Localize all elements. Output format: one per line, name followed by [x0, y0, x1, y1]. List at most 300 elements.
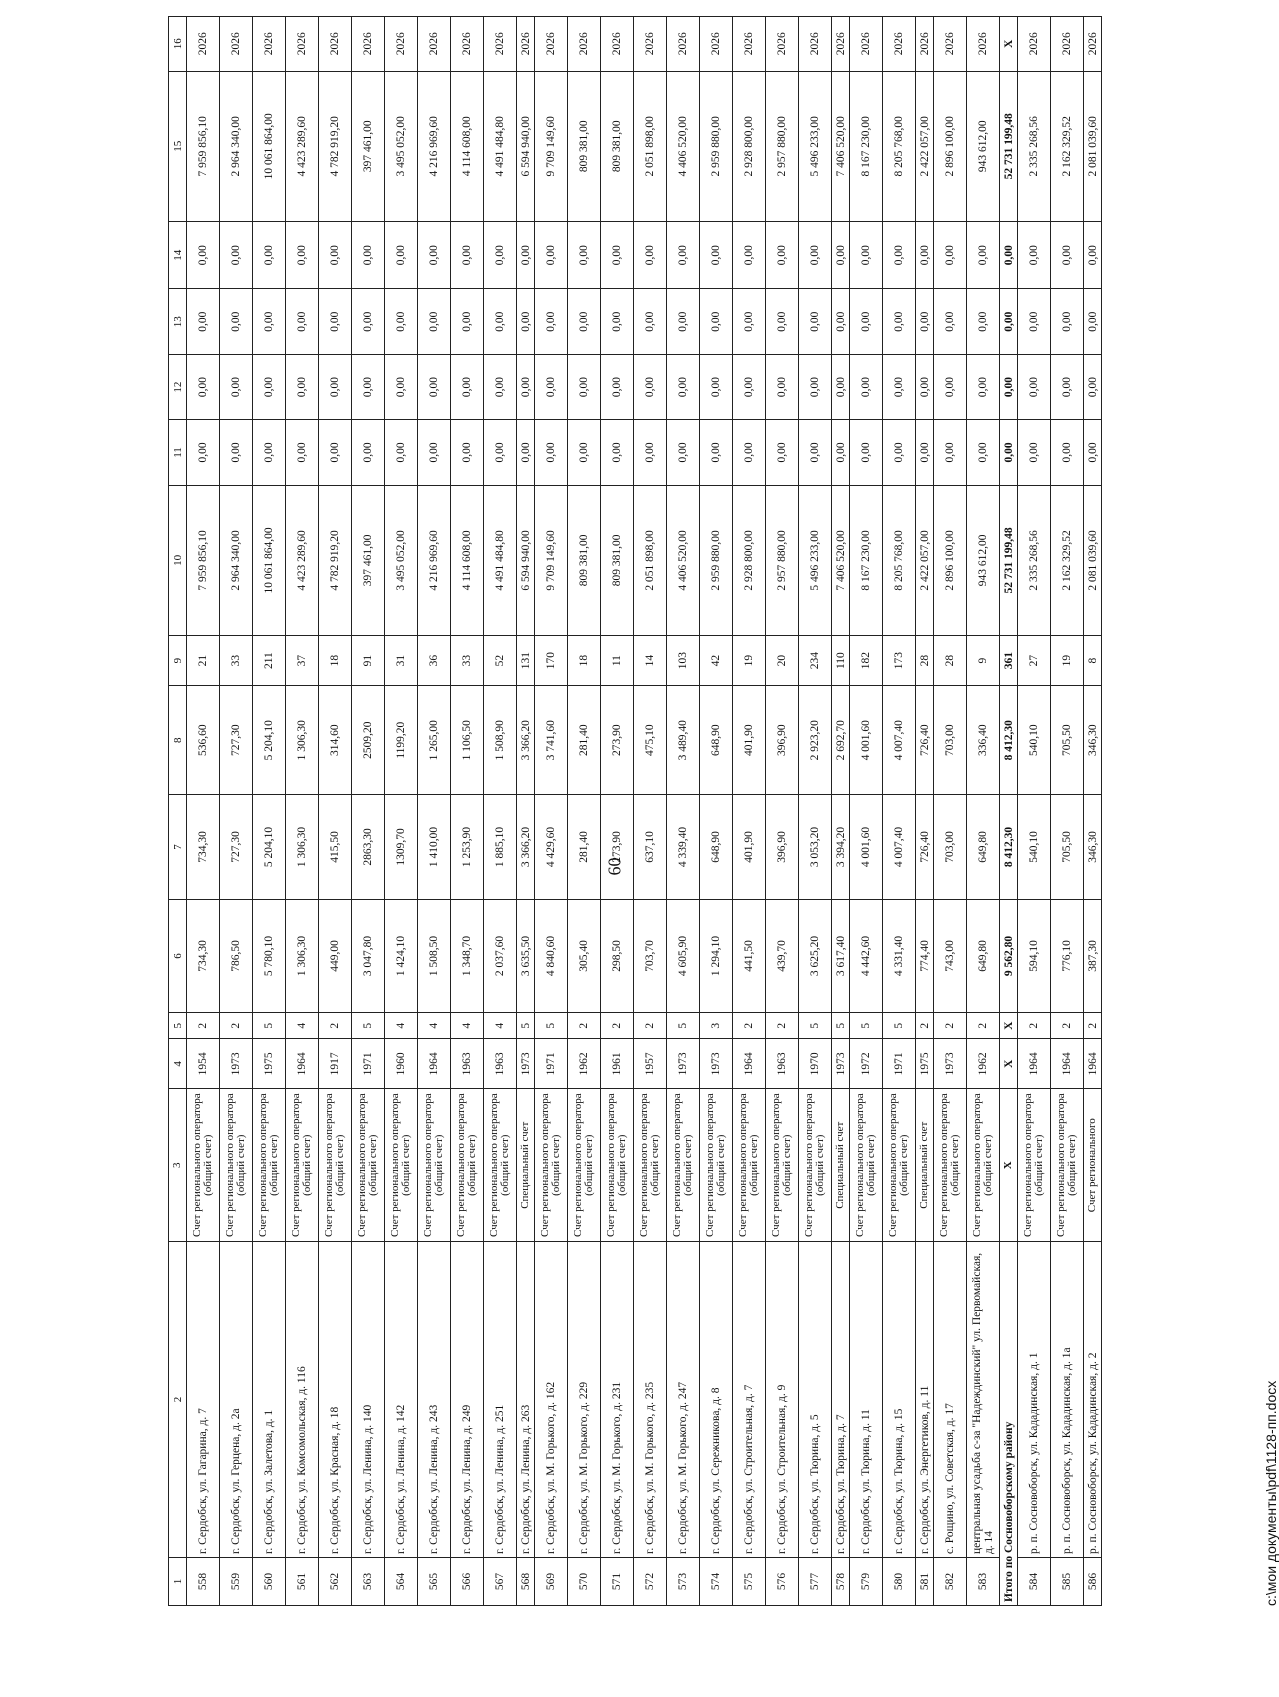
table-cell-col-5: 4	[385, 1013, 418, 1039]
table-cell-col-12: 0,00	[1084, 354, 1102, 419]
table-row	[451, 17, 484, 1606]
table-cell-col-13: 0,00	[517, 289, 535, 354]
table-cell-col-13: 0,00	[883, 289, 916, 354]
table-cell-col-2: г. Сердобск, ул. Герцена, д. 2а	[220, 1242, 253, 1558]
table-cell-col-9: 211	[253, 636, 286, 686]
table-cell-col-4: 1964	[418, 1039, 451, 1089]
table-cell-col-2: р. п. Сосновоборск, ул. Кададинская, д. 1а	[1051, 1242, 1084, 1558]
table-cell-col-15: 2 162 329,52	[1051, 71, 1084, 221]
table-cell-col-9: 18	[568, 636, 601, 686]
table-cell-col-16: 2026	[799, 17, 832, 72]
table-cell-col-10: 10 061 864,00	[253, 485, 286, 635]
table-cell-col-11: 0,00	[385, 420, 418, 485]
table-cell-col-4: 1960	[385, 1039, 418, 1089]
table-cell-col-6: 387,30	[1084, 899, 1102, 1012]
table-cell-col-1: 570	[568, 1558, 601, 1606]
table-cell-col-5: 5	[883, 1013, 916, 1039]
table-cell-col-9: 20	[766, 636, 799, 686]
table-cell-col-9: 14	[634, 636, 667, 686]
table-cell-col-12: 0,00	[850, 354, 883, 419]
table-cell-col-10: 7 406 520,00	[832, 485, 850, 635]
table-cell-col-12: 0,00	[883, 354, 916, 419]
table-cell-col-11: 0,00	[916, 420, 934, 485]
table-cell-col-16: 2026	[700, 17, 733, 72]
table-cell-col-8: 5 204,10	[253, 686, 286, 795]
table-cell-col-10: 2 162 329,52	[1051, 485, 1084, 635]
table-row	[220, 17, 253, 1606]
table-cell-col-16: 2026	[733, 17, 766, 72]
table-cell-col-11: 0,00	[1084, 420, 1102, 485]
table-cell-col-1: 566	[451, 1558, 484, 1606]
table-cell-col-3: Счет регионального оператора (общий счет)	[187, 1089, 220, 1242]
table-cell-col-1: 559	[220, 1558, 253, 1606]
table-row	[352, 17, 385, 1606]
capital-repair-table	[168, 16, 1102, 1606]
table-cell-col-10: 2 928 800,00	[733, 485, 766, 635]
table-cell-col-11: 0,00	[535, 420, 568, 485]
table-cell-col-16: 2026	[418, 17, 451, 72]
table-cell-col-5: 5	[253, 1013, 286, 1039]
table-cell-col-9: 170	[535, 636, 568, 686]
table-cell-col-12: 0,00	[799, 354, 832, 419]
table-cell-col-10: 4 114 608,00	[451, 485, 484, 635]
table-cell-col-1: 561	[286, 1558, 319, 1606]
table-cell-col-3: Счет регионального оператора (общий счет)	[700, 1089, 733, 1242]
table-row	[418, 17, 451, 1606]
table-cell-col-15: 2 957 880,00	[766, 71, 799, 221]
table-cell-col-14: 0,00	[286, 221, 319, 289]
table-cell-col-4: 1957	[634, 1039, 667, 1089]
table-cell-col-9: 11	[601, 636, 634, 686]
table-cell-col-15: 8 205 768,00	[883, 71, 916, 221]
table-cell-col-9: 173	[883, 636, 916, 686]
table-cell-col-14: 0,00	[967, 221, 1000, 289]
table-cell-col-8: 346,30	[1084, 686, 1102, 795]
total-cell-col-6: 9 562,80	[1000, 899, 1018, 1012]
table-row	[916, 17, 934, 1606]
table-cell-col-15: 2 335 268,56	[1018, 71, 1051, 221]
table-cell-col-9: 52	[484, 636, 517, 686]
table-cell-col-3: Счет регионального оператора (общий счет)	[319, 1089, 352, 1242]
table-cell-col-9: 19	[1051, 636, 1084, 686]
table-cell-col-11: 0,00	[733, 420, 766, 485]
table-cell-col-12: 12	[169, 354, 187, 419]
table-cell-col-13: 0,00	[220, 289, 253, 354]
table-cell-col-3: Счет регионального оператора (общий счет)	[286, 1089, 319, 1242]
table-cell-col-8: 1 265,00	[418, 686, 451, 795]
table-cell-col-3: Счет регионального оператора (общий счет)	[535, 1089, 568, 1242]
table-cell-col-7: 4 001,60	[850, 795, 883, 900]
table-cell-col-5: 3	[700, 1013, 733, 1039]
table-cell-col-14: 0,00	[832, 221, 850, 289]
table-cell-col-11: 0,00	[418, 420, 451, 485]
table-cell-col-9: 110	[832, 636, 850, 686]
table-cell-col-3: Специальный счет	[916, 1089, 934, 1242]
table-cell-col-3: Счет регионального оператора (общий счет)	[883, 1089, 916, 1242]
table-cell-col-15: 4 114 608,00	[451, 71, 484, 221]
table-cell-col-10: 2 422 057,00	[916, 485, 934, 635]
table-cell-col-11: 0,00	[1051, 420, 1084, 485]
table-cell-col-5: 2	[967, 1013, 1000, 1039]
table-cell-col-1: 560	[253, 1558, 286, 1606]
table-cell-col-10: 4 491 484,80	[484, 485, 517, 635]
table-cell-col-11: 0,00	[967, 420, 1000, 485]
table-cell-col-2: г. Сердобск, ул. Ленина, д. 263	[517, 1242, 535, 1558]
table-cell-col-4: 1973	[667, 1039, 700, 1089]
table-cell-col-8: 1199,20	[385, 686, 418, 795]
table-cell-col-11: 0,00	[187, 420, 220, 485]
table-cell-col-16: 2026	[601, 17, 634, 72]
table-cell-col-5: 5	[535, 1013, 568, 1039]
table-cell-col-1: 583	[967, 1558, 1000, 1606]
table-cell-col-7: 4 007,40	[883, 795, 916, 900]
table-cell-col-4: 1964	[1051, 1039, 1084, 1089]
table-cell-col-13: 0,00	[484, 289, 517, 354]
total-cell-col-9: 361	[1000, 636, 1018, 686]
table-cell-col-10: 809 381,00	[601, 485, 634, 635]
table-cell-col-9: 37	[286, 636, 319, 686]
table-cell-col-15: 4 406 520,00	[667, 71, 700, 221]
table-cell-col-6: 4 331,40	[883, 899, 916, 1012]
table-cell-col-2: г. Сердобск, ул. М. Горького, д. 231	[601, 1242, 634, 1558]
table-row	[319, 17, 352, 1606]
table-cell-col-12: 0,00	[352, 354, 385, 419]
table-cell-col-1: 571	[601, 1558, 634, 1606]
table-cell-col-12: 0,00	[319, 354, 352, 419]
table-cell-col-10: 8 205 768,00	[883, 485, 916, 635]
table-cell-col-5: 2	[1051, 1013, 1084, 1039]
table-cell-col-10: 9 709 149,60	[535, 485, 568, 635]
table-cell-col-12: 0,00	[484, 354, 517, 419]
table-cell-col-2: г. Сердобск, ул. Тюрина, д. 7	[832, 1242, 850, 1558]
table-cell-col-15: 8 167 230,00	[850, 71, 883, 221]
table-cell-col-9: 36	[418, 636, 451, 686]
table-cell-col-7: 4 339,40	[667, 795, 700, 900]
table-cell-col-14: 0,00	[799, 221, 832, 289]
table-cell-col-14: 14	[169, 221, 187, 289]
table-cell-col-15: 15	[169, 71, 187, 221]
table-cell-col-16: 2026	[484, 17, 517, 72]
table-cell-col-10: 809 381,00	[568, 485, 601, 635]
table-cell-col-14: 0,00	[319, 221, 352, 289]
table-row	[286, 17, 319, 1606]
table-cell-col-4: 1971	[352, 1039, 385, 1089]
table-cell-col-1: 563	[352, 1558, 385, 1606]
total-cell-col-4: X	[1000, 1039, 1018, 1089]
table-cell-col-16: 2026	[967, 17, 1000, 72]
table-cell-col-12: 0,00	[418, 354, 451, 419]
table-cell-col-2: г. Сердобск, ул. М. Горького, д. 235	[634, 1242, 667, 1558]
table-cell-col-12: 0,00	[700, 354, 733, 419]
table-cell-col-11: 0,00	[517, 420, 535, 485]
table-cell-col-9: 33	[451, 636, 484, 686]
table-cell-col-16: 2026	[220, 17, 253, 72]
table-cell-col-7: 273,90	[601, 795, 634, 900]
table-cell-col-10: 2 957 880,00	[766, 485, 799, 635]
total-cell-col-7: 8 412,30	[1000, 795, 1018, 900]
table-cell-col-15: 4 491 484,80	[484, 71, 517, 221]
table-cell-col-3: Специальный счет	[832, 1089, 850, 1242]
table-cell-col-13: 0,00	[934, 289, 967, 354]
table-cell-col-10: 4 406 520,00	[667, 485, 700, 635]
table-cell-col-4: 1964	[733, 1039, 766, 1089]
table-cell-col-14: 0,00	[700, 221, 733, 289]
table-cell-col-15: 2 051 898,00	[634, 71, 667, 221]
table-cell-col-16: 2026	[253, 17, 286, 72]
table-cell-col-6: 5 780,10	[253, 899, 286, 1012]
table-cell-col-6: 3 625,20	[799, 899, 832, 1012]
table-cell-col-16: 2026	[535, 17, 568, 72]
table-cell-col-15: 4 423 289,60	[286, 71, 319, 221]
table-cell-col-13: 0,00	[385, 289, 418, 354]
table-cell-col-1: 576	[766, 1558, 799, 1606]
table-cell-col-6: 449,00	[319, 899, 352, 1012]
table-cell-col-16: 2026	[850, 17, 883, 72]
table-cell-col-2: г. Сердобск, ул. Ленина, д. 142	[385, 1242, 418, 1558]
table-cell-col-13: 0,00	[352, 289, 385, 354]
table-cell-col-15: 5 496 233,00	[799, 71, 832, 221]
table-cell-col-16: 2026	[832, 17, 850, 72]
table-cell-col-2: г. Сердобск, ул. Залетова, д. 1	[253, 1242, 286, 1558]
table-cell-col-14: 0,00	[352, 221, 385, 289]
table-cell-col-1: 579	[850, 1558, 883, 1606]
table-cell-col-7: 3 053,20	[799, 795, 832, 900]
table-cell-col-1: 558	[187, 1558, 220, 1606]
table-cell-col-11: 0,00	[1018, 420, 1051, 485]
table-cell-col-12: 0,00	[667, 354, 700, 419]
table-cell-col-2: г. Сердобск, ул. Гагарина, д. 7	[187, 1242, 220, 1558]
table-cell-col-10: 10	[169, 485, 187, 635]
table-cell-col-2: г. Сердобск, ул. Ленина, д. 251	[484, 1242, 517, 1558]
table-cell-col-9: 19	[733, 636, 766, 686]
table-cell-col-4: 1973	[934, 1039, 967, 1089]
table-cell-col-15: 3 495 052,00	[385, 71, 418, 221]
table-cell-col-5: 5	[352, 1013, 385, 1039]
table-cell-col-4: 1964	[1084, 1039, 1102, 1089]
table-cell-col-1: 584	[1018, 1558, 1051, 1606]
table-cell-col-1: 565	[418, 1558, 451, 1606]
table-cell-col-11: 0,00	[850, 420, 883, 485]
table-cell-col-4: 1975	[253, 1039, 286, 1089]
table-cell-col-1: 577	[799, 1558, 832, 1606]
table-cell-col-6: 4 442,60	[850, 899, 883, 1012]
table-cell-col-8: 336,40	[967, 686, 1000, 795]
table-cell-col-11: 0,00	[253, 420, 286, 485]
table-cell-col-12: 0,00	[517, 354, 535, 419]
table-cell-col-5: 2	[601, 1013, 634, 1039]
table-cell-col-15: 2 422 057,00	[916, 71, 934, 221]
table-cell-col-7: 1309,70	[385, 795, 418, 900]
table-cell-col-7: 346,30	[1084, 795, 1102, 900]
table-cell-col-13: 0,00	[319, 289, 352, 354]
table-cell-col-12: 0,00	[253, 354, 286, 419]
table-cell-col-2: г. Сердобск, ул. Ленина, д. 140	[352, 1242, 385, 1558]
table-cell-col-9: 31	[385, 636, 418, 686]
table-cell-col-1: 564	[385, 1558, 418, 1606]
table-cell-col-6: 734,30	[187, 899, 220, 1012]
table-cell-col-15: 2 959 880,00	[700, 71, 733, 221]
table-cell-col-16: 2026	[451, 17, 484, 72]
table-cell-col-8: 703,00	[934, 686, 967, 795]
table-cell-col-5: 2	[934, 1013, 967, 1039]
table-cell-col-6: 1 508,50	[418, 899, 451, 1012]
table-row	[883, 17, 916, 1606]
table-cell-col-12: 0,00	[451, 354, 484, 419]
table-cell-col-4: 1971	[883, 1039, 916, 1089]
table-cell-col-16: 2026	[319, 17, 352, 72]
table-cell-col-16: 2026	[352, 17, 385, 72]
table-cell-col-14: 0,00	[634, 221, 667, 289]
table-cell-col-8: 536,60	[187, 686, 220, 795]
table-cell-col-11: 0,00	[451, 420, 484, 485]
table-row	[766, 17, 799, 1606]
table-cell-col-3: Специальный счет	[517, 1089, 535, 1242]
table-cell-col-14: 0,00	[1051, 221, 1084, 289]
table-cell-col-4: 1975	[916, 1039, 934, 1089]
table-cell-col-3: 3	[169, 1089, 187, 1242]
table-row	[934, 17, 967, 1606]
table-cell-col-16: 2026	[568, 17, 601, 72]
table-cell-col-12: 0,00	[601, 354, 634, 419]
table-cell-col-6: 776,10	[1051, 899, 1084, 1012]
table-cell-col-2: г. Сердобск, ул. М. Горького, д. 229	[568, 1242, 601, 1558]
table-cell-col-6: 3 635,50	[517, 899, 535, 1012]
table-cell-col-13: 0,00	[832, 289, 850, 354]
table-cell-col-5: 2	[1084, 1013, 1102, 1039]
table-cell-col-11: 0,00	[352, 420, 385, 485]
table-cell-col-2: 2	[169, 1242, 187, 1558]
table-cell-col-15: 397 461,00	[352, 71, 385, 221]
total-row	[1000, 17, 1018, 1606]
table-row	[667, 17, 700, 1606]
table-cell-col-15: 2 928 800,00	[733, 71, 766, 221]
table-cell-col-7: 727,30	[220, 795, 253, 900]
table-cell-col-4: 1973	[220, 1039, 253, 1089]
table-cell-col-2: г. Сердобск, ул. Красная, д. 18	[319, 1242, 352, 1558]
table-cell-col-3: Счет регионального оператора (общий счет)	[601, 1089, 634, 1242]
table-cell-col-8: 396,90	[766, 686, 799, 795]
table-cell-col-3: Счет регионального оператора (общий счет)	[385, 1089, 418, 1242]
table-cell-col-5: 2	[568, 1013, 601, 1039]
table-cell-col-2: г. Сердобск, ул. Комсомольская, д. 116	[286, 1242, 319, 1558]
table-cell-col-11: 0,00	[799, 420, 832, 485]
table-cell-col-12: 0,00	[220, 354, 253, 419]
table-cell-col-14: 0,00	[850, 221, 883, 289]
table-cell-col-6: 3 617,40	[832, 899, 850, 1012]
table-cell-col-8: 727,30	[220, 686, 253, 795]
table-cell-col-9: 9	[169, 636, 187, 686]
table-cell-col-4: 1963	[484, 1039, 517, 1089]
table-cell-col-13: 0,00	[799, 289, 832, 354]
table-body	[169, 17, 1102, 1606]
table-cell-col-13: 0,00	[634, 289, 667, 354]
table-cell-col-1: 567	[484, 1558, 517, 1606]
table-cell-col-14: 0,00	[733, 221, 766, 289]
table-cell-col-13: 0,00	[916, 289, 934, 354]
table-cell-col-7: 649,80	[967, 795, 1000, 900]
table-cell-col-3: Счет регионального оператора (общий счет)	[799, 1089, 832, 1242]
table-cell-col-11: 0,00	[484, 420, 517, 485]
table-cell-col-15: 4 782 919,20	[319, 71, 352, 221]
table-cell-col-6: 439,70	[766, 899, 799, 1012]
table-cell-col-16: 16	[169, 17, 187, 72]
table-cell-col-15: 4 216 969,60	[418, 71, 451, 221]
table-cell-col-13: 0,00	[1051, 289, 1084, 354]
table-cell-col-1: 581	[916, 1558, 934, 1606]
table-cell-col-5: 5	[667, 1013, 700, 1039]
table-cell-col-3: Счет регионального оператора (общий счет)	[484, 1089, 517, 1242]
table-cell-col-14: 0,00	[601, 221, 634, 289]
table-cell-col-4: 1954	[187, 1039, 220, 1089]
table-cell-col-7: 1 253,90	[451, 795, 484, 900]
table-cell-col-1: 585	[1051, 1558, 1084, 1606]
table-cell-col-4: 1973	[700, 1039, 733, 1089]
table-cell-col-8: 1 508,90	[484, 686, 517, 795]
table-cell-col-3: Счет регионального	[1084, 1089, 1102, 1242]
table-cell-col-8: 1 306,30	[286, 686, 319, 795]
table-cell-col-7: 705,50	[1051, 795, 1084, 900]
table-row	[601, 17, 634, 1606]
rotated-table-container	[168, 16, 1279, 1606]
table-cell-col-4: 1971	[535, 1039, 568, 1089]
table-cell-col-16: 2026	[916, 17, 934, 72]
table-cell-col-15: 809 381,00	[568, 71, 601, 221]
table-cell-col-15: 7 406 520,00	[832, 71, 850, 221]
table-cell-col-13: 0,00	[451, 289, 484, 354]
table-cell-col-6: 3 047,80	[352, 899, 385, 1012]
table-cell-col-6: 649,80	[967, 899, 1000, 1012]
table-cell-col-2: г. Сердобск, ул. М. Горького, д. 162	[535, 1242, 568, 1558]
table-cell-col-14: 0,00	[1018, 221, 1051, 289]
table-cell-col-5: 2	[1018, 1013, 1051, 1039]
table-cell-col-2: г. Сердобск, ул. Строительная, д. 7	[733, 1242, 766, 1558]
table-cell-col-8: 8	[169, 686, 187, 795]
table-cell-col-14: 0,00	[535, 221, 568, 289]
table-cell-col-12: 0,00	[934, 354, 967, 419]
table-cell-col-6: 4 840,60	[535, 899, 568, 1012]
table-cell-col-11: 0,00	[634, 420, 667, 485]
table-cell-col-14: 0,00	[385, 221, 418, 289]
table-cell-col-9: 234	[799, 636, 832, 686]
table-cell-col-1: 572	[634, 1558, 667, 1606]
table-cell-col-8: 4 007,40	[883, 686, 916, 795]
table-cell-col-15: 7 959 856,10	[187, 71, 220, 221]
table-cell-col-8: 3 366,20	[517, 686, 535, 795]
table-cell-col-8: 2 923,20	[799, 686, 832, 795]
table-cell-col-7: 540,10	[1018, 795, 1051, 900]
table-cell-col-5: 5	[517, 1013, 535, 1039]
table-cell-col-13: 0,00	[286, 289, 319, 354]
table-cell-col-1: 575	[733, 1558, 766, 1606]
table-cell-col-11: 0,00	[883, 420, 916, 485]
table-cell-col-12: 0,00	[1018, 354, 1051, 419]
table-cell-col-13: 0,00	[766, 289, 799, 354]
table-cell-col-9: 28	[916, 636, 934, 686]
table-cell-col-13: 0,00	[535, 289, 568, 354]
table-cell-col-3: Счет регионального оператора (общий счет)	[220, 1089, 253, 1242]
table-cell-col-3: Счет регионального оператора (общий счет)	[766, 1089, 799, 1242]
table-row	[484, 17, 517, 1606]
table-row	[568, 17, 601, 1606]
table-cell-col-4: 1964	[1018, 1039, 1051, 1089]
table-cell-col-8: 3 741,60	[535, 686, 568, 795]
table-cell-col-8: 705,50	[1051, 686, 1084, 795]
table-cell-col-9: 131	[517, 636, 535, 686]
table-cell-col-11: 0,00	[601, 420, 634, 485]
table-cell-col-16: 2026	[934, 17, 967, 72]
table-cell-col-3: Счет регионального оператора (общий счет)	[733, 1089, 766, 1242]
table-cell-col-13: 0,00	[850, 289, 883, 354]
